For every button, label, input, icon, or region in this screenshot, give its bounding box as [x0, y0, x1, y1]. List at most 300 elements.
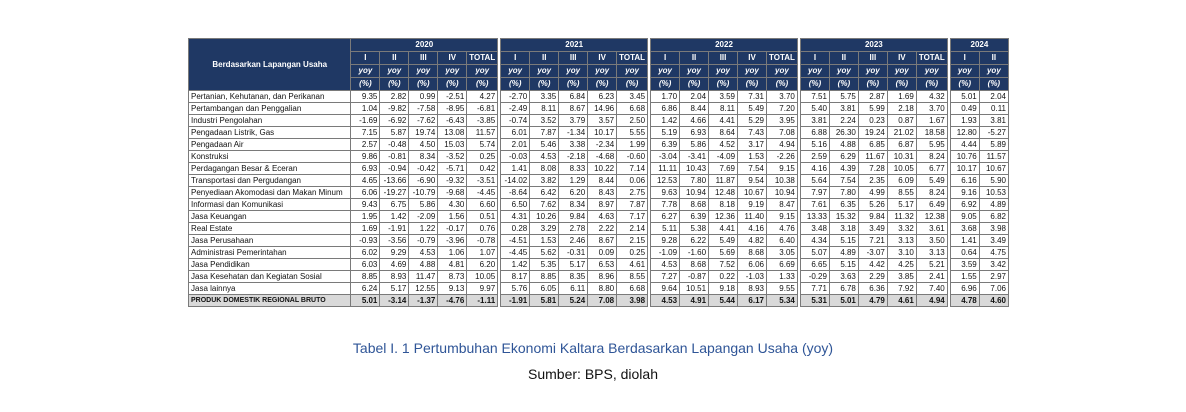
value-cell: 5.49 — [738, 103, 767, 115]
value-cell: 5.01 — [950, 91, 979, 103]
value-cell: 7.80 — [829, 187, 858, 199]
value-cell: -14.02 — [501, 175, 530, 187]
value-cell: 5.87 — [380, 127, 409, 139]
value-cell: 0.23 — [858, 115, 887, 127]
value-cell: 3.95 — [766, 115, 797, 127]
table-row — [189, 103, 1009, 115]
value-cell: 3.98 — [617, 295, 648, 307]
value-cell: 9.43 — [351, 199, 380, 211]
value-cell: 5.62 — [530, 247, 559, 259]
value-cell: -4.76 — [438, 295, 467, 307]
value-cell: 8.18 — [709, 199, 738, 211]
quarter-header: I — [501, 52, 530, 65]
unit-yoy: yoy — [766, 65, 797, 78]
value-cell: 15.03 — [438, 139, 467, 151]
value-cell: 6.69 — [766, 259, 797, 271]
value-cell: 5.90 — [979, 175, 1008, 187]
value-cell: 3.45 — [617, 91, 648, 103]
value-cell: 11.32 — [887, 211, 916, 223]
table-row — [189, 223, 1009, 235]
value-cell: 1.42 — [651, 115, 680, 127]
value-cell: 3.17 — [738, 139, 767, 151]
value-cell: 6.39 — [651, 139, 680, 151]
value-cell: 6.27 — [651, 211, 680, 223]
value-cell: 10.67 — [979, 163, 1008, 175]
value-cell: 1.41 — [950, 235, 979, 247]
value-cell: 2.01 — [501, 139, 530, 151]
value-cell: -6.90 — [409, 175, 438, 187]
value-cell: 4.32 — [916, 91, 947, 103]
value-cell: 9.84 — [559, 211, 588, 223]
value-cell: 3.81 — [800, 115, 829, 127]
value-cell: -2.49 — [501, 103, 530, 115]
value-cell: -4.09 — [709, 151, 738, 163]
value-cell: 4.30 — [438, 199, 467, 211]
value-cell: 11.57 — [467, 127, 498, 139]
value-cell: 3.68 — [950, 223, 979, 235]
value-cell: 9.63 — [651, 187, 680, 199]
value-cell: 9.19 — [738, 199, 767, 211]
value-cell: 5.31 — [800, 295, 829, 307]
value-cell: 2.18 — [887, 103, 916, 115]
value-cell: 3.70 — [766, 91, 797, 103]
value-cell: 6.29 — [829, 151, 858, 163]
value-cell: 7.87 — [617, 199, 648, 211]
value-cell: -6.43 — [438, 115, 467, 127]
unit-pct: (%) — [380, 78, 409, 91]
value-cell: 4.60 — [979, 295, 1008, 307]
value-cell: 3.29 — [530, 223, 559, 235]
value-cell: 5.86 — [409, 199, 438, 211]
year-header: 2022 — [651, 39, 798, 52]
row-label: Jasa Keuangan — [189, 211, 351, 223]
value-cell: 6.92 — [950, 199, 979, 211]
quarter-header: TOTAL — [617, 52, 648, 65]
value-cell: 4.94 — [766, 139, 797, 151]
value-cell: 5.76 — [501, 283, 530, 295]
value-cell: 7.80 — [680, 175, 709, 187]
value-cell: 11.87 — [709, 175, 738, 187]
value-cell: 8.64 — [709, 127, 738, 139]
value-cell: 2.24 — [829, 115, 858, 127]
row-label: Administrasi Pemerintahan — [189, 247, 351, 259]
value-cell: 3.82 — [530, 175, 559, 187]
value-cell: 6.40 — [766, 235, 797, 247]
value-cell: -2.34 — [588, 139, 617, 151]
value-cell: 0.06 — [617, 175, 648, 187]
value-cell: 12.48 — [709, 187, 738, 199]
value-cell: 3.50 — [916, 235, 947, 247]
value-cell: 6.01 — [501, 127, 530, 139]
quarter-header: III — [858, 52, 887, 65]
value-cell: -3.56 — [380, 235, 409, 247]
value-cell: 4.88 — [409, 259, 438, 271]
value-cell: -1.69 — [351, 115, 380, 127]
value-cell: 8.68 — [680, 199, 709, 211]
value-cell: -19.27 — [380, 187, 409, 199]
value-cell: 6.96 — [950, 283, 979, 295]
value-cell: 21.02 — [887, 127, 916, 139]
value-cell: 7.21 — [858, 235, 887, 247]
value-cell: 9.86 — [351, 151, 380, 163]
value-cell: 10.26 — [530, 211, 559, 223]
table-row — [189, 259, 1009, 271]
value-cell: 5.55 — [617, 127, 648, 139]
value-cell: 3.59 — [950, 259, 979, 271]
table-row — [189, 211, 1009, 223]
unit-yoy: yoy — [887, 65, 916, 78]
value-cell: 6.78 — [829, 283, 858, 295]
value-cell: 7.28 — [858, 163, 887, 175]
value-cell: 6.24 — [351, 283, 380, 295]
value-cell: 2.78 — [559, 223, 588, 235]
value-cell: 4.79 — [858, 295, 887, 307]
quarter-header: I — [800, 52, 829, 65]
value-cell: 1.29 — [559, 175, 588, 187]
value-cell: 1.69 — [887, 91, 916, 103]
value-cell: 8.11 — [530, 103, 559, 115]
value-cell: 6.75 — [380, 199, 409, 211]
value-cell: 1.22 — [409, 223, 438, 235]
value-cell: 9.18 — [709, 283, 738, 295]
value-cell: 3.81 — [829, 103, 858, 115]
value-cell: -4.68 — [588, 151, 617, 163]
unit-yoy: yoy — [916, 65, 947, 78]
value-cell: -1.03 — [738, 271, 767, 283]
value-cell: 2.04 — [680, 91, 709, 103]
value-cell: 1.04 — [351, 103, 380, 115]
value-cell: 1.42 — [380, 211, 409, 223]
value-cell: 11.11 — [651, 163, 680, 175]
value-cell: 4.61 — [887, 295, 916, 307]
value-cell: 11.67 — [858, 151, 887, 163]
value-cell: 8.73 — [438, 271, 467, 283]
value-cell: 4.53 — [409, 247, 438, 259]
value-cell: 4.75 — [979, 247, 1008, 259]
value-cell: 8.24 — [916, 187, 947, 199]
table-row — [189, 175, 1009, 187]
value-cell: 4.41 — [709, 223, 738, 235]
value-cell: 5.11 — [651, 223, 680, 235]
value-cell: 7.51 — [800, 91, 829, 103]
value-cell: 6.85 — [858, 139, 887, 151]
value-cell: 4.16 — [800, 163, 829, 175]
unit-yoy: yoy — [409, 65, 438, 78]
value-cell: 10.67 — [738, 187, 767, 199]
unit-pct: (%) — [766, 78, 797, 91]
value-cell: 7.97 — [800, 187, 829, 199]
value-cell: 0.22 — [709, 271, 738, 283]
row-label: Konstruksi — [189, 151, 351, 163]
value-cell: 6.23 — [588, 91, 617, 103]
unit-pct: (%) — [887, 78, 916, 91]
value-cell: 6.60 — [467, 199, 498, 211]
value-cell: 5.81 — [530, 295, 559, 307]
row-label: Pengadaan Air — [189, 139, 351, 151]
value-cell: 8.97 — [588, 199, 617, 211]
unit-yoy: yoy — [559, 65, 588, 78]
value-cell: 4.78 — [950, 295, 979, 307]
value-cell: 5.15 — [829, 235, 858, 247]
value-cell: 2.57 — [351, 139, 380, 151]
value-cell: 3.79 — [559, 115, 588, 127]
value-cell: 5.19 — [651, 127, 680, 139]
value-cell: 6.68 — [617, 103, 648, 115]
value-cell: 12.55 — [409, 283, 438, 295]
unit-yoy: yoy — [588, 65, 617, 78]
value-cell: 2.75 — [617, 187, 648, 199]
value-cell: 3.98 — [979, 223, 1008, 235]
unit-yoy: yoy — [501, 65, 530, 78]
unit-pct: (%) — [351, 78, 380, 91]
value-cell: -0.79 — [409, 235, 438, 247]
value-cell: 9.15 — [766, 211, 797, 223]
value-cell: 12.36 — [709, 211, 738, 223]
value-cell: 4.42 — [858, 259, 887, 271]
value-cell: -6.81 — [467, 103, 498, 115]
value-cell: 8.43 — [588, 187, 617, 199]
value-cell: 8.80 — [588, 283, 617, 295]
value-cell: 5.15 — [829, 259, 858, 271]
value-cell: 5.69 — [709, 247, 738, 259]
table-row — [189, 139, 1009, 151]
value-cell: 1.53 — [530, 235, 559, 247]
year-header: 2024 — [950, 39, 1008, 52]
value-cell: 10.17 — [588, 127, 617, 139]
value-cell: 4.88 — [829, 139, 858, 151]
value-cell: 3.38 — [559, 139, 588, 151]
value-cell: -2.51 — [438, 91, 467, 103]
value-cell: 1.07 — [467, 247, 498, 259]
value-cell: 5.17 — [380, 283, 409, 295]
value-cell: 9.05 — [950, 211, 979, 223]
quarter-header: I — [351, 52, 380, 65]
value-cell: 9.97 — [467, 283, 498, 295]
value-cell: 4.99 — [858, 187, 887, 199]
value-cell: 9.64 — [651, 283, 680, 295]
row-label: Pengadaan Listrik, Gas — [189, 127, 351, 139]
value-cell: -2.09 — [409, 211, 438, 223]
value-cell: 9.13 — [438, 283, 467, 295]
value-cell: 6.11 — [559, 283, 588, 295]
value-cell: 4.31 — [501, 211, 530, 223]
value-cell: 5.49 — [916, 175, 947, 187]
value-cell: 3.48 — [800, 223, 829, 235]
value-cell: 3.13 — [887, 235, 916, 247]
value-cell: 5.01 — [829, 295, 858, 307]
value-cell: 5.74 — [467, 139, 498, 151]
value-cell: -3.04 — [651, 151, 680, 163]
value-cell: -0.93 — [351, 235, 380, 247]
value-cell: 9.84 — [858, 211, 887, 223]
value-cell: 8.44 — [588, 175, 617, 187]
value-cell: 11.57 — [979, 151, 1008, 163]
value-cell: 9.29 — [380, 247, 409, 259]
value-cell: 7.31 — [738, 91, 767, 103]
value-cell: 7.08 — [766, 127, 797, 139]
growth-table — [188, 38, 1009, 307]
unit-yoy: yoy — [738, 65, 767, 78]
value-cell: 14.96 — [588, 103, 617, 115]
value-cell: 6.39 — [680, 211, 709, 223]
value-cell: -1.34 — [559, 127, 588, 139]
unit-yoy: yoy — [829, 65, 858, 78]
value-cell: -0.74 — [501, 115, 530, 127]
value-cell: 1.42 — [501, 259, 530, 271]
value-cell: 8.55 — [617, 271, 648, 283]
unit-pct: (%) — [617, 78, 648, 91]
quarter-header: I — [950, 52, 979, 65]
value-cell: 6.49 — [916, 199, 947, 211]
value-cell: 6.09 — [887, 175, 916, 187]
quarter-header: TOTAL — [916, 52, 947, 65]
value-cell: 2.35 — [858, 175, 887, 187]
quarter-header: III — [709, 52, 738, 65]
value-cell: 5.35 — [530, 259, 559, 271]
value-cell: 18.58 — [916, 127, 947, 139]
value-cell: 4.27 — [467, 91, 498, 103]
value-cell: 1.56 — [438, 211, 467, 223]
value-cell: 4.69 — [380, 259, 409, 271]
table-row — [189, 115, 1009, 127]
value-cell: 2.46 — [559, 235, 588, 247]
unit-pct: (%) — [530, 78, 559, 91]
quarter-header: II — [829, 52, 858, 65]
value-cell: 5.40 — [800, 103, 829, 115]
value-cell: 4.89 — [979, 199, 1008, 211]
value-cell: 2.04 — [979, 91, 1008, 103]
unit-yoy: yoy — [617, 65, 648, 78]
unit-yoy: yoy — [530, 65, 559, 78]
table-caption: Tabel I. 1 Pertumbuhan Ekonomi Kaltara Berdasarkan Lapangan Usaha (yoy) — [352, 340, 834, 356]
value-cell: 3.42 — [979, 259, 1008, 271]
value-cell: 4.16 — [738, 223, 767, 235]
value-cell: 8.44 — [680, 103, 709, 115]
value-cell: -3.07 — [858, 247, 887, 259]
value-cell: 9.35 — [351, 91, 380, 103]
value-cell: 9.28 — [651, 235, 680, 247]
value-cell: 26.30 — [829, 127, 858, 139]
unit-pct: (%) — [950, 78, 979, 91]
value-cell: 6.82 — [979, 211, 1008, 223]
value-cell: 4.81 — [438, 259, 467, 271]
value-cell: 10.53 — [979, 187, 1008, 199]
value-cell: 6.65 — [800, 259, 829, 271]
value-cell: 0.49 — [950, 103, 979, 115]
value-cell: 7.87 — [530, 127, 559, 139]
value-cell: 5.17 — [887, 199, 916, 211]
value-cell: 5.21 — [916, 259, 947, 271]
value-cell: -13.66 — [380, 175, 409, 187]
value-cell: 12.38 — [916, 211, 947, 223]
value-cell: 3.49 — [979, 235, 1008, 247]
unit-yoy: yoy — [858, 65, 887, 78]
value-cell: 0.64 — [950, 247, 979, 259]
value-cell: 4.50 — [409, 139, 438, 151]
value-cell: 3.05 — [766, 247, 797, 259]
value-cell: 5.86 — [680, 139, 709, 151]
value-cell: 7.92 — [887, 283, 916, 295]
value-cell: -2.18 — [559, 151, 588, 163]
value-cell: 6.93 — [351, 163, 380, 175]
value-cell: 5.44 — [709, 295, 738, 307]
unit-pct: (%) — [409, 78, 438, 91]
value-cell: -9.32 — [438, 175, 467, 187]
value-cell: 10.05 — [467, 271, 498, 283]
value-cell: 1.70 — [651, 91, 680, 103]
value-cell: -3.51 — [467, 175, 498, 187]
row-label: Transportasi dan Pergudangan — [189, 175, 351, 187]
value-cell: -5.27 — [979, 127, 1008, 139]
value-cell: 1.67 — [916, 115, 947, 127]
value-cell: 1.55 — [950, 271, 979, 283]
unit-pct: (%) — [438, 78, 467, 91]
value-cell: 0.87 — [887, 115, 916, 127]
value-cell: 1.69 — [351, 223, 380, 235]
value-cell: 3.81 — [979, 115, 1008, 127]
value-cell: -3.96 — [438, 235, 467, 247]
unit-yoy: yoy — [979, 65, 1008, 78]
value-cell: 5.46 — [530, 139, 559, 151]
value-cell: 6.22 — [680, 235, 709, 247]
table-row — [189, 127, 1009, 139]
value-cell: 2.22 — [588, 223, 617, 235]
quarter-header: TOTAL — [766, 52, 797, 65]
quarter-header: IV — [738, 52, 767, 65]
value-cell: 3.32 — [887, 223, 916, 235]
value-cell: 4.65 — [351, 175, 380, 187]
value-cell: -0.48 — [380, 139, 409, 151]
value-cell: -4.45 — [467, 187, 498, 199]
value-cell: 5.75 — [829, 91, 858, 103]
unit-yoy: yoy — [380, 65, 409, 78]
value-cell: 8.24 — [916, 151, 947, 163]
table-row — [189, 247, 1009, 259]
value-cell: 8.68 — [680, 259, 709, 271]
value-cell: 10.94 — [680, 187, 709, 199]
value-cell: 5.34 — [766, 295, 797, 307]
table-row — [189, 199, 1009, 211]
value-cell: 7.40 — [916, 283, 947, 295]
value-cell: 10.43 — [680, 163, 709, 175]
value-cell: -3.14 — [380, 295, 409, 307]
unit-pct: (%) — [709, 78, 738, 91]
value-cell: -8.64 — [501, 187, 530, 199]
value-cell: 3.10 — [887, 247, 916, 259]
value-cell: 9.55 — [766, 283, 797, 295]
value-cell: 9.16 — [950, 187, 979, 199]
value-cell: 10.76 — [950, 151, 979, 163]
value-cell: -2.70 — [501, 91, 530, 103]
row-label: Industri Pengolahan — [189, 115, 351, 127]
value-cell: 3.18 — [829, 223, 858, 235]
row-label: Perdagangan Besar & Eceran — [189, 163, 351, 175]
value-cell: 7.54 — [738, 163, 767, 175]
unit-yoy: yoy — [800, 65, 829, 78]
value-cell: 8.85 — [530, 271, 559, 283]
value-cell: 1.41 — [501, 163, 530, 175]
value-cell: -0.17 — [438, 223, 467, 235]
value-cell: 6.84 — [559, 91, 588, 103]
value-cell: -5.71 — [438, 163, 467, 175]
table-row — [189, 283, 1009, 295]
value-cell: 6.87 — [887, 139, 916, 151]
row-label: Penyediaan Akomodasi dan Makan Minum — [189, 187, 351, 199]
value-cell: 6.50 — [501, 199, 530, 211]
unit-pct: (%) — [800, 78, 829, 91]
value-cell: 7.17 — [617, 211, 648, 223]
row-label: Jasa lainnya — [189, 283, 351, 295]
